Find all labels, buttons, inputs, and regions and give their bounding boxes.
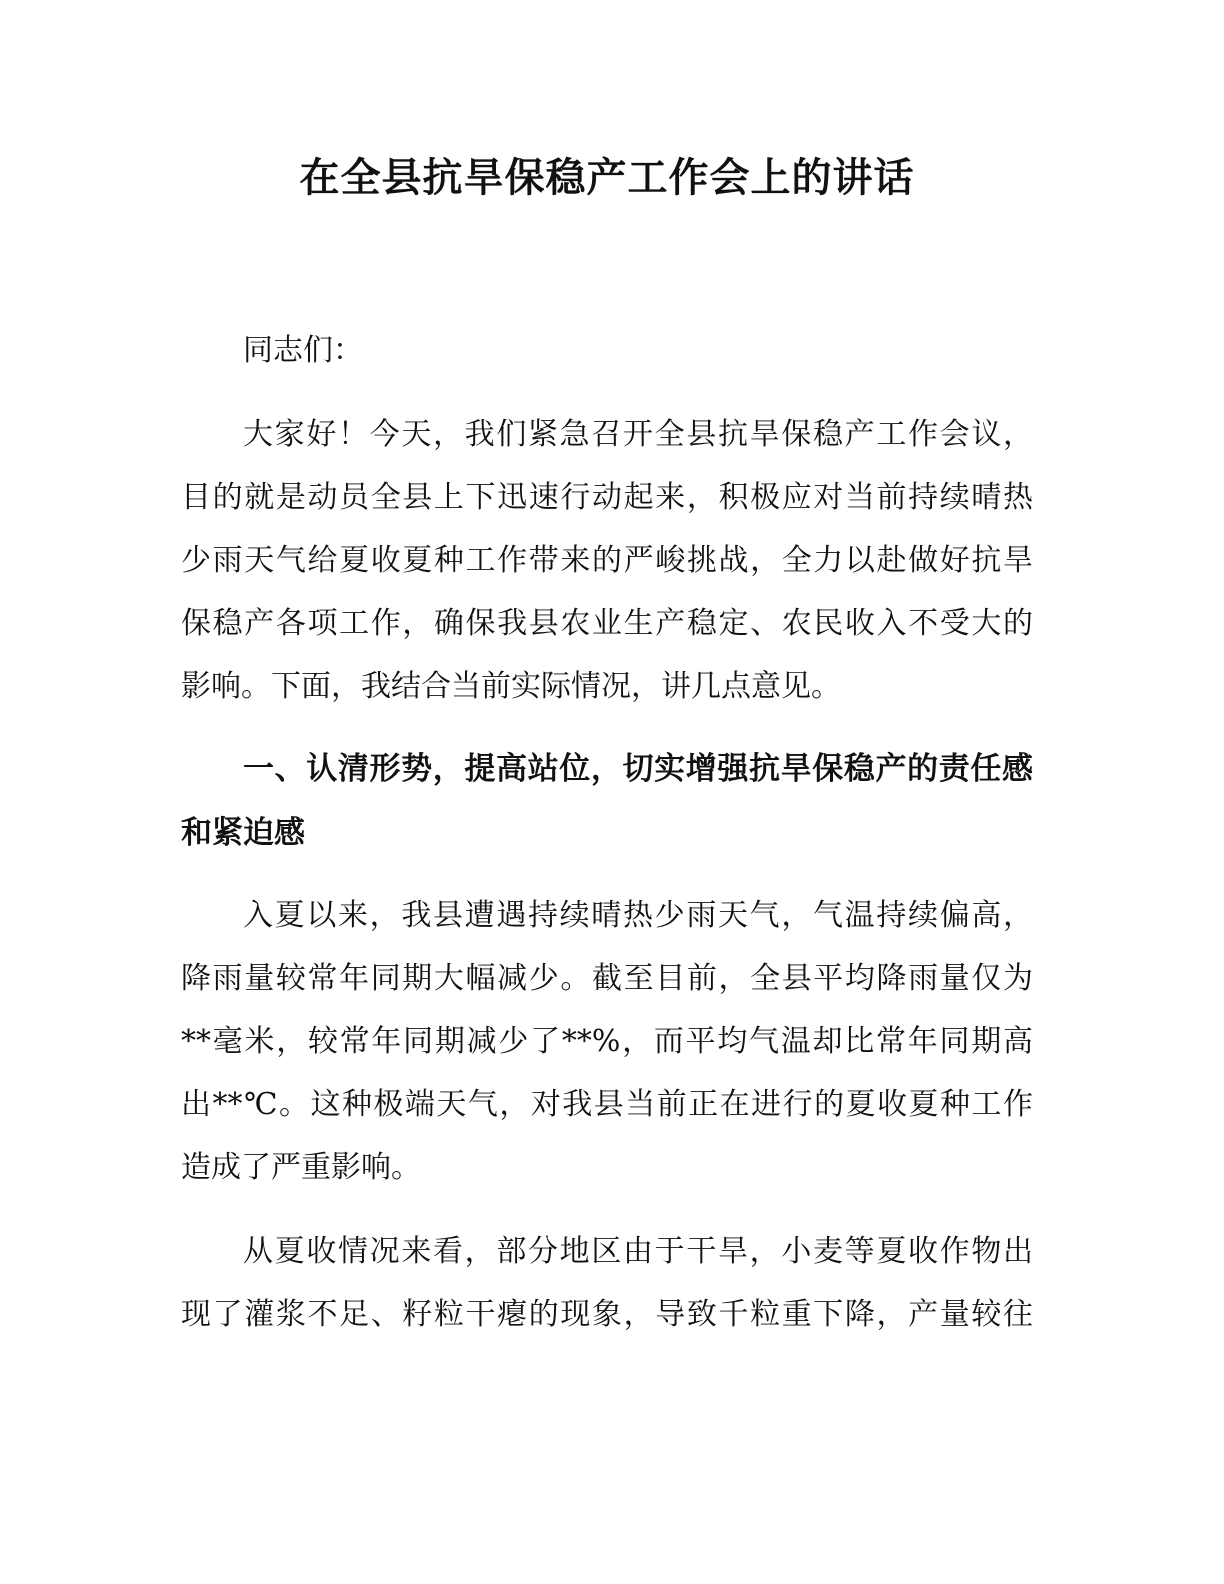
para1-line-2: 目的就是动员全县上下迅速行动起来，积极应对当前持续晴热 [181, 480, 1033, 515]
salutation: 同志们： [243, 333, 363, 368]
document-title: 在全县抗旱保稳产工作会上的讲话 [299, 155, 915, 201]
para2-line-5: 造成了严重影响。 [181, 1150, 421, 1185]
para2-line-3: **毫米，较常年同期减少了**%，而平均气温却比常年同期高 [181, 1024, 1033, 1059]
para3-line-1: 从夏收情况来看，部分地区由于干旱，小麦等夏收作物出 [243, 1234, 1033, 1269]
section-heading-1-line-2: 和紧迫感 [181, 815, 305, 851]
document-page [181, 0, 1033, 1584]
para3-line-2: 现了灌浆不足、籽粒干瘪的现象，导致千粒重下降，产量较往 [181, 1297, 1033, 1332]
para1-line-3: 少雨天气给夏收夏种工作带来的严峻挑战，全力以赴做好抗旱 [181, 543, 1033, 578]
para1-line-5: 影响。下面，我结合当前实际情况，讲几点意见。 [181, 669, 841, 704]
section-heading-1-line-1: 一、认清形势，提高站位，切实增强抗旱保稳产的责任感 [243, 751, 1033, 787]
para1-line-1: 大家好！今天，我们紧急召开全县抗旱保稳产工作会议， [243, 417, 1033, 452]
para2-line-4: 出**℃。这种极端天气，对我县当前正在进行的夏收夏种工作 [181, 1087, 1033, 1122]
para1-line-4: 保稳产各项工作，确保我县农业生产稳定、农民收入不受大的 [181, 606, 1033, 641]
para2-line-2: 降雨量较常年同期大幅减少。截至目前，全县平均降雨量仅为 [181, 961, 1033, 996]
para2-line-1: 入夏以来，我县遭遇持续晴热少雨天气，气温持续偏高， [243, 898, 1033, 933]
